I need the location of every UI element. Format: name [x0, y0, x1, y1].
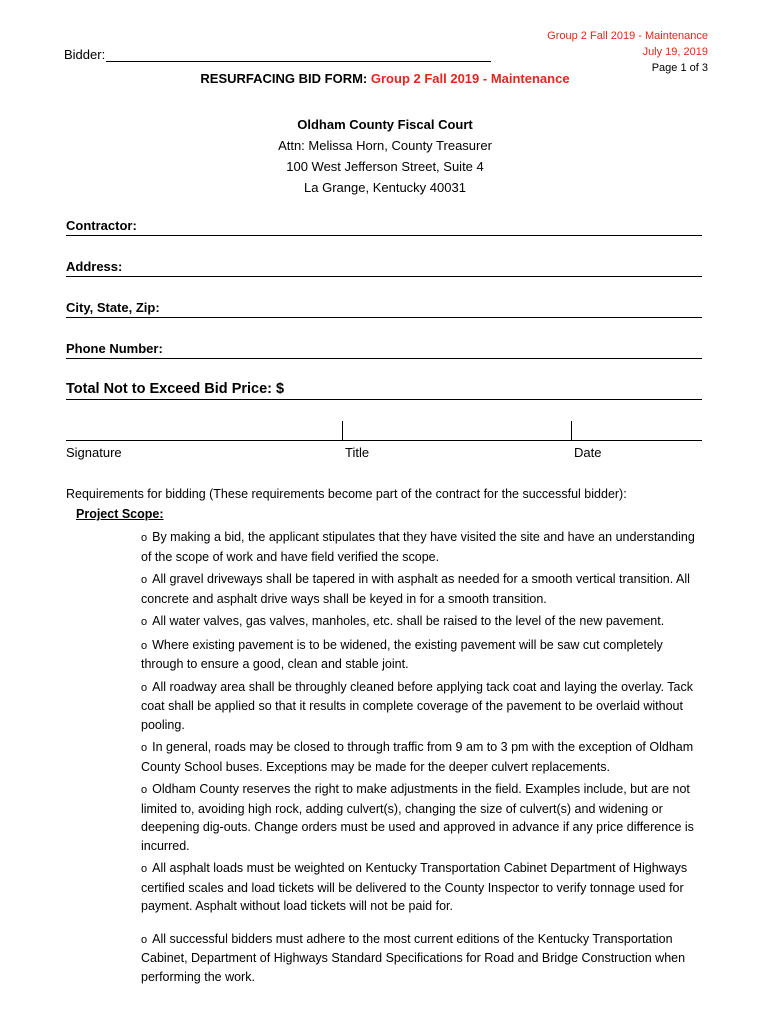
- scope-item: [141, 570, 706, 608]
- bullet-circle-icon: o: [141, 742, 148, 754]
- scope-item-text: All gravel driveways shall be tapered in with asphalt as needed for a smooth vertical transition. All concrete and asphalt drive ways shall be keyed in for a smooth transition.: [141, 572, 690, 606]
- form-title-prefix: RESURFACING BID FORM:: [200, 71, 368, 86]
- bullet-circle-icon: o: [141, 532, 148, 544]
- recipient-name: Oldham County Fiscal Court: [297, 117, 473, 132]
- page-number: Page 1 of 3: [651, 62, 708, 74]
- scope-item: [141, 612, 706, 632]
- recipient-attn: Attn: Melissa Horn, County Treasurer: [278, 138, 492, 153]
- recipient-city: La Grange, Kentucky 40031: [304, 180, 466, 195]
- signature-line: [66, 440, 702, 441]
- scope-item-text: All roadway area shall be throughly cleaned before applying tack coat and laying the overlay. Tack coat shall be applied so that it results in complete coverage of the pavement to be overlaid without pooling.: [141, 679, 693, 732]
- address-label: Address:: [66, 259, 123, 274]
- recipient-street: 100 West Jefferson Street, Suite 4: [286, 159, 484, 174]
- total-bid-label: Total Not to Exceed Bid Price: $: [66, 381, 285, 397]
- signature-divider: [342, 421, 343, 440]
- scope-item-text: By making a bid, the applicant stipulates that they have visited the site and have an understanding of the scope of work and have field verified the scope.: [141, 530, 695, 564]
- bidder-label: Bidder:: [64, 47, 106, 62]
- scope-item-text: In general, roads may be closed to through traffic from 9 am to 3 pm with the exception of Oldham County School buses. Exceptions may be made for the deeper culvert replacements.: [141, 740, 694, 774]
- header-project: Group 2 Fall 2019 - Maintenance: [547, 30, 708, 42]
- contractor-line: [66, 235, 702, 236]
- scope-item: [141, 636, 706, 674]
- header-date: July 19, 2019: [642, 46, 708, 58]
- scope-item: [141, 780, 706, 855]
- scope-item: [141, 859, 706, 916]
- recipient-address: [0, 114, 770, 198]
- city-state-zip-label: City, State, Zip:: [66, 300, 160, 315]
- requirements-intro: Requirements for bidding (These requirements become part of the contract for the successful bidder):: [66, 487, 627, 501]
- bullet-circle-icon: o: [141, 681, 148, 694]
- signature-label: Signature: [66, 445, 122, 460]
- scope-item: [141, 930, 706, 987]
- project-scope-heading: Project Scope:: [76, 507, 164, 521]
- scope-item: [141, 528, 706, 566]
- scope-item-text: All successful bidders must adhere to the most current editions of the Kentucky Transportation Cabinet, Department of Highways Standard Specifications for Road and Bridge Construction when performing the work.: [141, 931, 686, 984]
- bidder-field[interactable]: [106, 61, 491, 62]
- bullet-circle-icon: o: [141, 616, 148, 628]
- total-bid-line: [66, 399, 702, 400]
- bullet-circle-icon: o: [141, 639, 148, 652]
- contractor-label: Contractor:: [66, 218, 137, 233]
- scope-item: [141, 738, 706, 776]
- scope-list: [141, 528, 706, 990]
- scope-item-text: All water valves, gas valves, manholes, etc. shall be raised to the level of the new pavement.: [152, 614, 665, 628]
- page-header: [547, 28, 708, 76]
- city-state-zip-line: [66, 317, 702, 318]
- phone-label: Phone Number:: [66, 341, 163, 356]
- form-title: [0, 71, 770, 86]
- scope-item: [141, 678, 706, 735]
- scope-item-text: All asphalt loads must be weighted on Kentucky Transportation Cabinet Department of Highways certified scales and load tickets will be delivered to the County Inspector to verify tonnage used for payment. Asphalt without load tickets will not be paid for.: [141, 861, 688, 913]
- form-title-group: Group 2 Fall 2019 - Maintenance: [370, 71, 570, 86]
- date-label: Date: [574, 445, 602, 460]
- phone-line: [66, 358, 702, 359]
- title-label: Title: [345, 445, 370, 460]
- bullet-circle-icon: o: [141, 933, 148, 946]
- scope-item-text: Oldham County reserves the right to make adjustments in the field. Examples include, but are not limited to, avoiding high rock, adding culvert(s), changing the size of culvert(s) and widening or deepening dig-outs. Change orders must be used and approved in advance if any price difference is incurred.: [141, 782, 694, 853]
- bullet-circle-icon: o: [141, 784, 148, 796]
- scope-item-text: Where existing pavement is to be widened, the existing pavement will be saw cut completely through to ensure a good, clean and stable joint.: [141, 637, 663, 671]
- bullet-circle-icon: o: [141, 574, 148, 586]
- title-divider: [571, 421, 572, 440]
- bullet-circle-icon: o: [141, 863, 148, 875]
- address-line: [66, 276, 702, 277]
